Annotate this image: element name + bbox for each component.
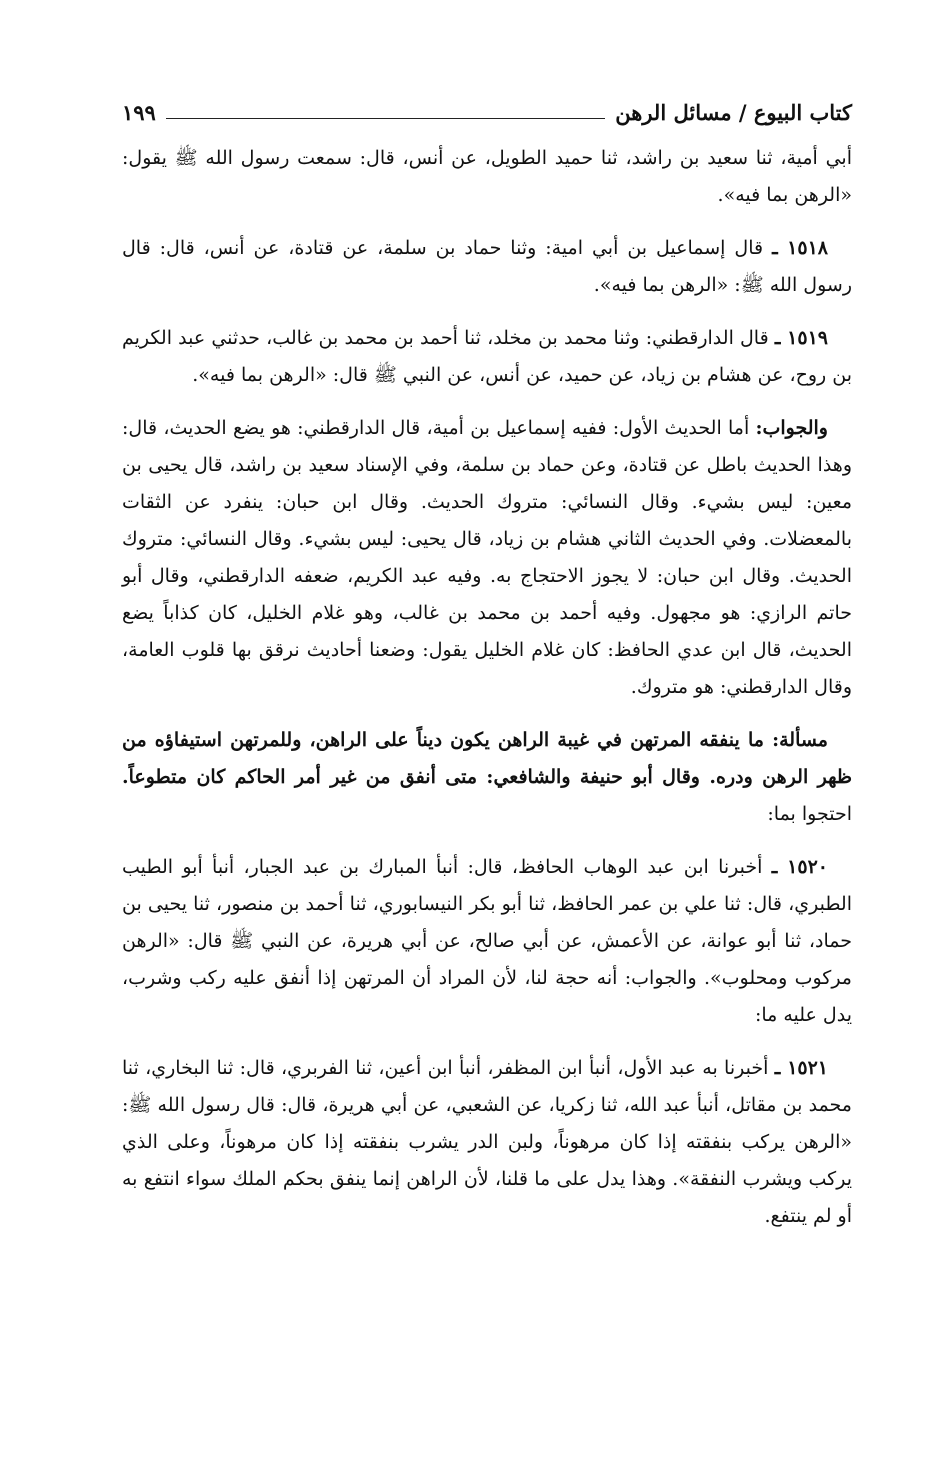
hadith-1521	[122, 1050, 852, 1235]
paragraph-text: أخبرنا ابن عبد الوهاب الحافظ، قال: أنبأ المبارك بن عبد الجبار، أنبأ أبو الطيب الطبري، قال: ثنا علي بن عمر الحافظ، ثنا أبو بكر النيسابوري، ثنا أحمد بن منصور، ثنا يحيى بن حماد، ثنا أبو عوانة، عن الأعمش، عن أبي صالح، عن أبي هريرة، عن النبي ﷺ قال: «الرهن مركوب ومحلوب». والجواب: أنه حجة لنا، لأن المراد أن المرتهن إذا أنفق عليه ركب وشرب، يدل عليه ما:	[122, 856, 852, 1026]
paragraph-text: أما الحديث الأول: ففيه إسماعيل بن أمية، قال الدارقطني: هو يضع الحديث، قال: وهذا الحديث باطل عن قتادة، وعن حماد بن سلمة، وفي الإسناد سعيد بن راشد، قال يحيى بن معين: ليس بشيء. وقال النسائي: متروك الحديث. وقال ابن حبان: ينفرد عن الثقات بالمعضلات. وفي الحديث الثاني هشام بن زياد، قال يحيى: ليس بشيء. وقال النسائي: متروك الحديث. وقال ابن حبان: لا يجوز الاحتجاج به. وفيه عبد الكريم، ضعفه الدارقطني، وقال أبو حاتم الرازي: هو مجهول. وفيه أحمد بن محمد بن غالب، وهو غلام الخليل، كان كذاباً يضع الحديث، قال ابن عدي الحافظ: كان غلام الخليل يقول: وضعنا أحاديث نرقق بها قلوب العامة، وقال الدارقطني: هو متروك.	[122, 417, 852, 698]
hadith-1519	[122, 320, 852, 394]
answer-paragraph	[122, 410, 852, 706]
masala-heading: مسألة: ما ينفقه المرتهن في غيبة الراهن يكون ديناً على الراهن، وللمرتهن استيفاؤه من ظهر الرهن ودره. وقال أبو حنيفة والشافعي: متى أنفق من غير أمر الحاكم كان متطوعاً.	[122, 729, 852, 788]
paragraph-continuation	[122, 140, 852, 214]
hadith-number: ١٥٢١ ـ	[774, 1057, 829, 1079]
masala-paragraph	[122, 722, 852, 833]
paragraph-text: أبي أمية، ثنا سعيد بن راشد، ثنا حميد الطويل، عن أنس، قال: سمعت رسول الله ﷺ يقول: «الرهن بما فيه».	[122, 147, 852, 206]
answer-lead: والجواب:	[755, 417, 828, 439]
paragraph-text: قال الدارقطني: وثنا محمد بن مخلد، ثنا أحمد بن محمد بن غالب، حدثني عبد الكريم بن روح، عن هشام بن زياد، عن حميد، عن أنس، عن النبي ﷺ قال: «الرهن بما فيه».	[122, 327, 852, 386]
page-header	[122, 92, 852, 132]
hadith-number: ١٥٢٠ ـ	[771, 856, 828, 878]
hadith-1520	[122, 849, 852, 1034]
page-body	[122, 140, 852, 1251]
paragraph-text: أخبرنا به عبد الأول، أنبأ ابن المظفر، أنبأ ابن أعين، ثنا الفربري، قال: ثنا البخاري، ثنا محمد بن مقاتل، أنبأ عبد الله، ثنا زكريا، عن الشعبي، عن أبي هريرة، قال: قال رسول الله ﷺ: «الرهن يركب بنفقته إذا كان مرهوناً، ولبن الدر يشرب بنفقته إذا كان مرهوناً، وعلى الذي يركب ويشرب النفقة». وهذا يدل على ما قلنا، لأن الراهن إنما ينفق بحكم الملك سواء انتفع به أو لم ينتفع.	[122, 1057, 852, 1227]
paragraph-text: احتجوا بما:	[767, 803, 852, 825]
hadith-1518	[122, 230, 852, 304]
hadith-number: ١٥١٩ ـ	[774, 327, 828, 349]
page-number: ١٩٩	[122, 99, 156, 125]
header-rule	[166, 118, 605, 119]
running-title: كتاب البيوع / مسائل الرهن	[615, 99, 852, 125]
paragraph-text: قال إسماعيل بن أبي امية: وثنا حماد بن سلمة، عن قتادة، عن أنس، قال: قال رسول الله ﷺ: «الرهن بما فيه».	[122, 237, 852, 296]
hadith-number: ١٥١٨ ـ	[772, 237, 828, 259]
